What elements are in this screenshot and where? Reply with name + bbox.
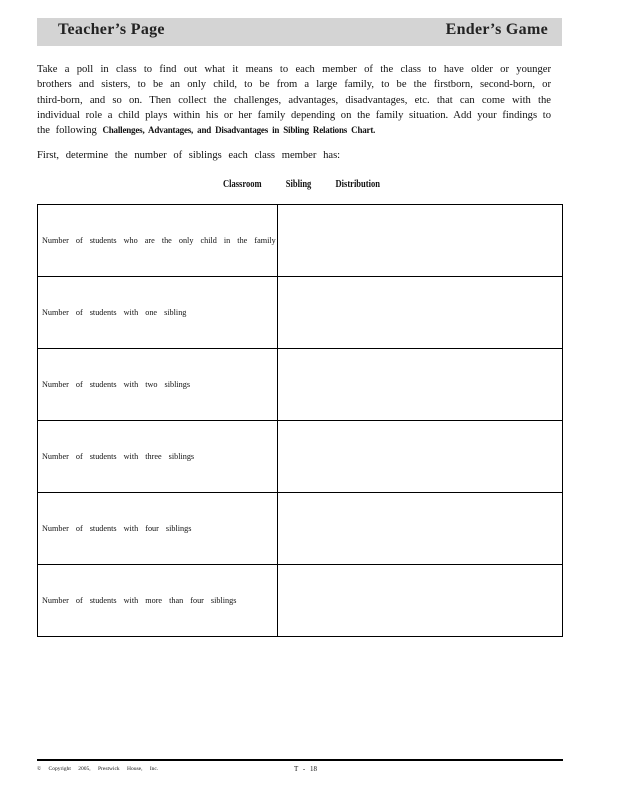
table-row — [38, 565, 563, 637]
row-label: Number of students with one sibling — [38, 277, 278, 349]
answer-cell[interactable] — [277, 565, 562, 637]
book-title: Ender’s Game — [445, 21, 548, 38]
intro-text: Take a poll in class to find out what it means to each member of the class to have older or younger brothers and sisters, to be an only child, to be from a large family, to be the firstborn, second-born, or third-born, and so on. Then collect the challenges, advantages, disadvantages, etc. that can come with the individual role a child plays within his or her family depending on the family situation. Add your findings to the following — [37, 64, 551, 137]
table-row — [38, 421, 563, 493]
answer-cell[interactable] — [277, 277, 562, 349]
header-bar — [37, 18, 562, 46]
table-row — [38, 493, 563, 565]
answer-cell[interactable] — [277, 421, 562, 493]
row-label: Number of students with more than four siblings — [38, 565, 278, 637]
copyright-notice: © Copyright 2005, Prestwick House, Inc. — [37, 766, 159, 772]
intro-paragraph — [37, 62, 551, 138]
table-row — [38, 349, 563, 421]
page-number: T - 18 — [294, 765, 317, 773]
answer-cell[interactable] — [277, 493, 562, 565]
row-label: Number of students with two siblings — [38, 349, 278, 421]
page-type-title: Teacher’s Page — [58, 21, 165, 38]
sibling-distribution-table — [37, 204, 563, 637]
table-row — [38, 277, 563, 349]
row-label: Number of students with three siblings — [38, 421, 278, 493]
chart-title: Classroom Sibling Distribution — [223, 179, 380, 190]
footer-divider — [37, 759, 563, 761]
instruction-text: First, determine the number of siblings each class member has: — [37, 150, 341, 161]
row-label: Number of students with four siblings — [38, 493, 278, 565]
referenced-chart-name: Challenges, Advantages, and Disadvantages in Sibling Relations Chart. — [102, 125, 376, 136]
answer-cell[interactable] — [277, 349, 562, 421]
answer-cell[interactable] — [277, 205, 562, 277]
row-label: Number of students who are the only child in the family — [38, 205, 278, 277]
table-row — [38, 205, 563, 277]
